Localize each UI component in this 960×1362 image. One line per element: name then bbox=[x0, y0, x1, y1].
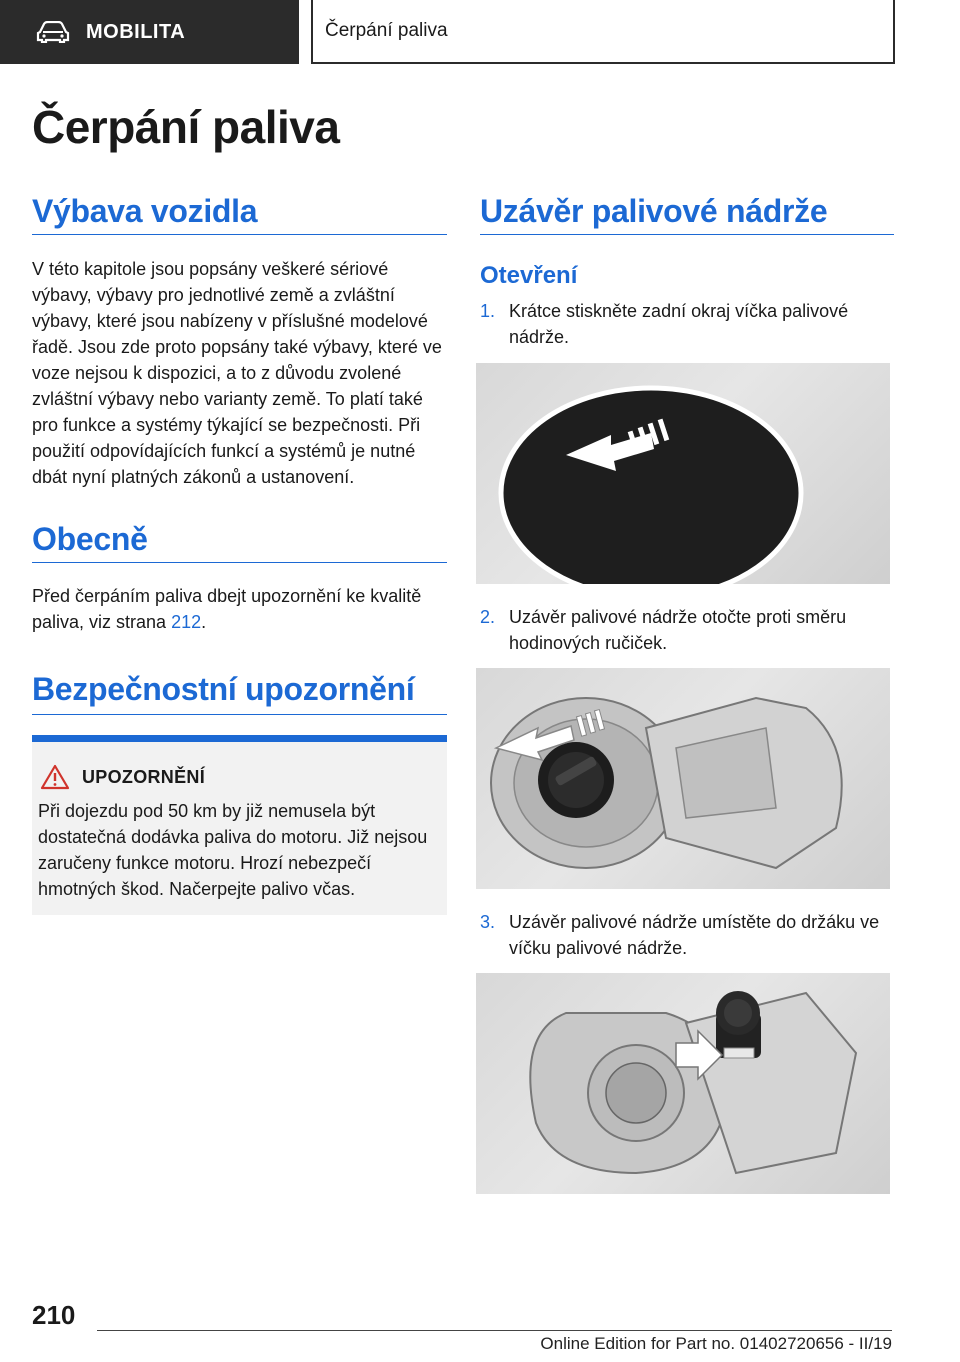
warning-header bbox=[40, 764, 205, 790]
breadcrumb bbox=[311, 0, 895, 64]
step-2 bbox=[480, 604, 894, 656]
warning-triangle-icon bbox=[40, 764, 70, 790]
footer-edition: Online Edition for Part no. 01402720656 - II/19 bbox=[540, 1334, 892, 1353]
step-number: 3. bbox=[480, 912, 496, 932]
step-3 bbox=[480, 909, 894, 961]
heading-safety: Bezpečnostní upozornění bbox=[32, 671, 415, 707]
general-text bbox=[32, 583, 447, 635]
heading-general: Obecně bbox=[32, 521, 148, 557]
page-link-212[interactable]: 212 bbox=[171, 612, 202, 632]
footer-rule bbox=[97, 1330, 892, 1331]
section-tab[interactable] bbox=[0, 0, 299, 64]
general-text-suffix: . bbox=[201, 612, 207, 632]
subheading-opening: Otevření bbox=[480, 262, 578, 289]
heading-equipment: Výbava vozidla bbox=[32, 193, 258, 229]
step-text: Krátce stiskněte zadní okraj víčka palivové nádrže. bbox=[509, 301, 849, 347]
heading-rule bbox=[32, 234, 447, 235]
fuel-flap-press-illustration bbox=[476, 363, 890, 584]
page-number: 210 bbox=[32, 1300, 76, 1330]
step-number: 2. bbox=[480, 607, 496, 627]
warning-text: Při dojezdu pod 50 km by již nemusela být dostatečná dodávka paliva do motoru. Již nejsou zaručeny funkce motoru. Hrozí nebezpečí hmotných škod. Načerpejte palivo včas. bbox=[38, 801, 428, 899]
car-icon bbox=[36, 21, 70, 43]
general-text-prefix: Před čerpáním paliva dbejt upozornění ke kvalitě paliva, viz strana bbox=[32, 586, 422, 632]
step-text: Uzávěr palivové nádrže otočte proti směru hodinových ručiček. bbox=[509, 607, 847, 653]
warning-title: UPOZORNĚNÍ bbox=[82, 766, 206, 787]
step-1 bbox=[480, 298, 894, 350]
heading-rule bbox=[480, 234, 894, 235]
warning-box bbox=[32, 735, 447, 915]
figure-cap-holder bbox=[476, 973, 890, 1194]
equipment-text: V této kapitole jsou popsány veškeré sériové výbavy, výbavy pro jednotlivé země a zvláštní výbavy, které jsou nabízeny v příslušné modelové řadě. Jsou zde proto popsány také výbavy, které ve voze nejsou k dispozici, a to z důvodu zvolené zvláštní výbavy nebo varianty země. To platí také pro funkce a systémy týkající se bezpečnosti. Při použití odpovídajících funkcí a systémů je nutné dbát nyní platných zákonů a ustanovení. bbox=[32, 259, 442, 487]
fuel-cap-turn-illustration bbox=[476, 668, 890, 889]
heading-rule bbox=[32, 562, 447, 563]
heading-fuel-cap: Uzávěr palivové nádrže bbox=[480, 193, 828, 229]
page-title: Čerpání paliva bbox=[32, 101, 340, 153]
step-number: 1. bbox=[480, 301, 496, 321]
step-text: Uzávěr palivové nádrže umístěte do držáku ve víčku palivové nádrže. bbox=[509, 912, 880, 958]
breadcrumb-text: Čerpání paliva bbox=[325, 20, 448, 41]
section-label: MOBILITA bbox=[86, 20, 186, 43]
figure-press-flap bbox=[476, 363, 890, 584]
heading-rule bbox=[32, 714, 447, 715]
figure-turn-cap bbox=[476, 668, 890, 889]
fuel-cap-holder-illustration bbox=[476, 973, 890, 1194]
